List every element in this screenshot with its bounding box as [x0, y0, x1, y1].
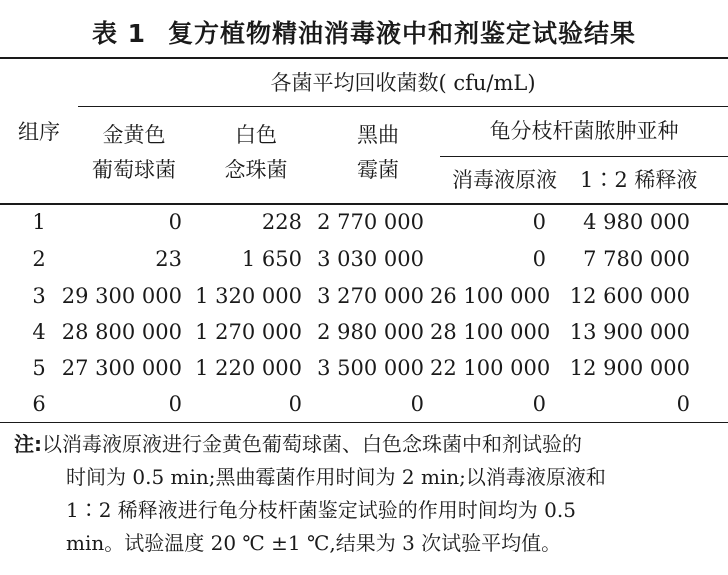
cell-col4a: 22 100 000 [430, 356, 551, 380]
cell-group: 3 [32, 284, 46, 308]
span-header-rule [78, 106, 728, 107]
cell-group: 5 [32, 356, 46, 380]
note-line-2: 时间为 0.5 min;黑曲霉菌作用时间为 2 min;以消毒液原液和 [66, 465, 606, 489]
cell-col1: 0 [168, 210, 182, 234]
cell-col4b: 7 780 000 [583, 247, 690, 271]
header-col2-line2: 念珠菌 [224, 158, 288, 182]
cell-col1: 27 300 000 [61, 356, 182, 380]
note-line-4: min。试验温度 20 ℃ ±1 ℃,结果为 3 次试验平均值。 [66, 531, 562, 555]
cell-col4b: 0 [676, 392, 690, 416]
note-label: 注: [14, 432, 42, 456]
cell-col4b: 12 900 000 [569, 356, 690, 380]
cell-col4a: 26 100 000 [430, 284, 551, 308]
note-line-1: 以消毒液原液进行金黄色葡萄球菌、白色念珠菌中和剂试验的 [42, 432, 582, 456]
header-span-label: 各菌平均回收菌数( cfu/mL) [270, 71, 536, 95]
mycobacteria-subheader-rule [440, 156, 728, 157]
table-note [14, 428, 714, 560]
cell-col2: 1 270 000 [195, 320, 302, 344]
header-col3-line2: 霉菌 [357, 158, 399, 182]
top-rule [0, 57, 728, 59]
cell-col3: 0 [410, 392, 424, 416]
cell-group: 2 [32, 247, 46, 271]
table-title-text: 复方植物精油消毒液中和剂鉴定试验结果 [168, 19, 637, 48]
cell-col3: 2 980 000 [317, 320, 424, 344]
cell-col1: 28 800 000 [61, 320, 182, 344]
cell-col2: 1 650 [241, 247, 302, 271]
cell-col2: 1 320 000 [195, 284, 302, 308]
table-number: 表 1 [91, 19, 147, 48]
cell-group: 1 [32, 210, 46, 234]
cell-col4a: 0 [532, 210, 546, 234]
header-col4a: 消毒液原液 [452, 168, 557, 192]
cell-col3: 3 030 000 [317, 247, 424, 271]
cell-col2: 228 [261, 210, 302, 234]
cell-col4b: 13 900 000 [569, 320, 690, 344]
header-col1-line1: 金黄色 [102, 123, 166, 147]
cell-group: 6 [32, 392, 46, 416]
header-col4b: 1∶2 稀释液 [580, 168, 698, 192]
cell-col3: 2 770 000 [317, 210, 424, 234]
cell-col1: 29 300 000 [61, 284, 182, 308]
cell-col4a: 0 [532, 392, 546, 416]
header-group: 组序 [18, 120, 60, 144]
header-col4-group: 龟分枝杆菌脓肿亚种 [489, 119, 679, 143]
cell-col4b: 4 980 000 [583, 210, 690, 234]
header-col3-line1: 黑曲 [357, 123, 399, 147]
cell-col3: 3 500 000 [317, 356, 424, 380]
table-title [0, 14, 728, 50]
cell-col3: 3 270 000 [317, 284, 424, 308]
cell-col2: 1 220 000 [195, 356, 302, 380]
note-line-3: 1∶2 稀释液进行龟分枝杆菌鉴定试验的作用时间均为 0.5 [66, 498, 576, 522]
cell-col2: 0 [288, 392, 302, 416]
cell-col1: 23 [155, 247, 182, 271]
header-col1-line2: 葡萄球菌 [92, 158, 176, 182]
header-bottom-rule [0, 203, 728, 205]
table-bottom-rule [0, 422, 728, 423]
cell-col4a: 28 100 000 [430, 320, 551, 344]
cell-col1: 0 [168, 392, 182, 416]
cell-col4a: 0 [532, 247, 546, 271]
cell-group: 4 [32, 320, 46, 344]
header-col2-line1: 白色 [235, 123, 277, 147]
cell-col4b: 12 600 000 [569, 284, 690, 308]
